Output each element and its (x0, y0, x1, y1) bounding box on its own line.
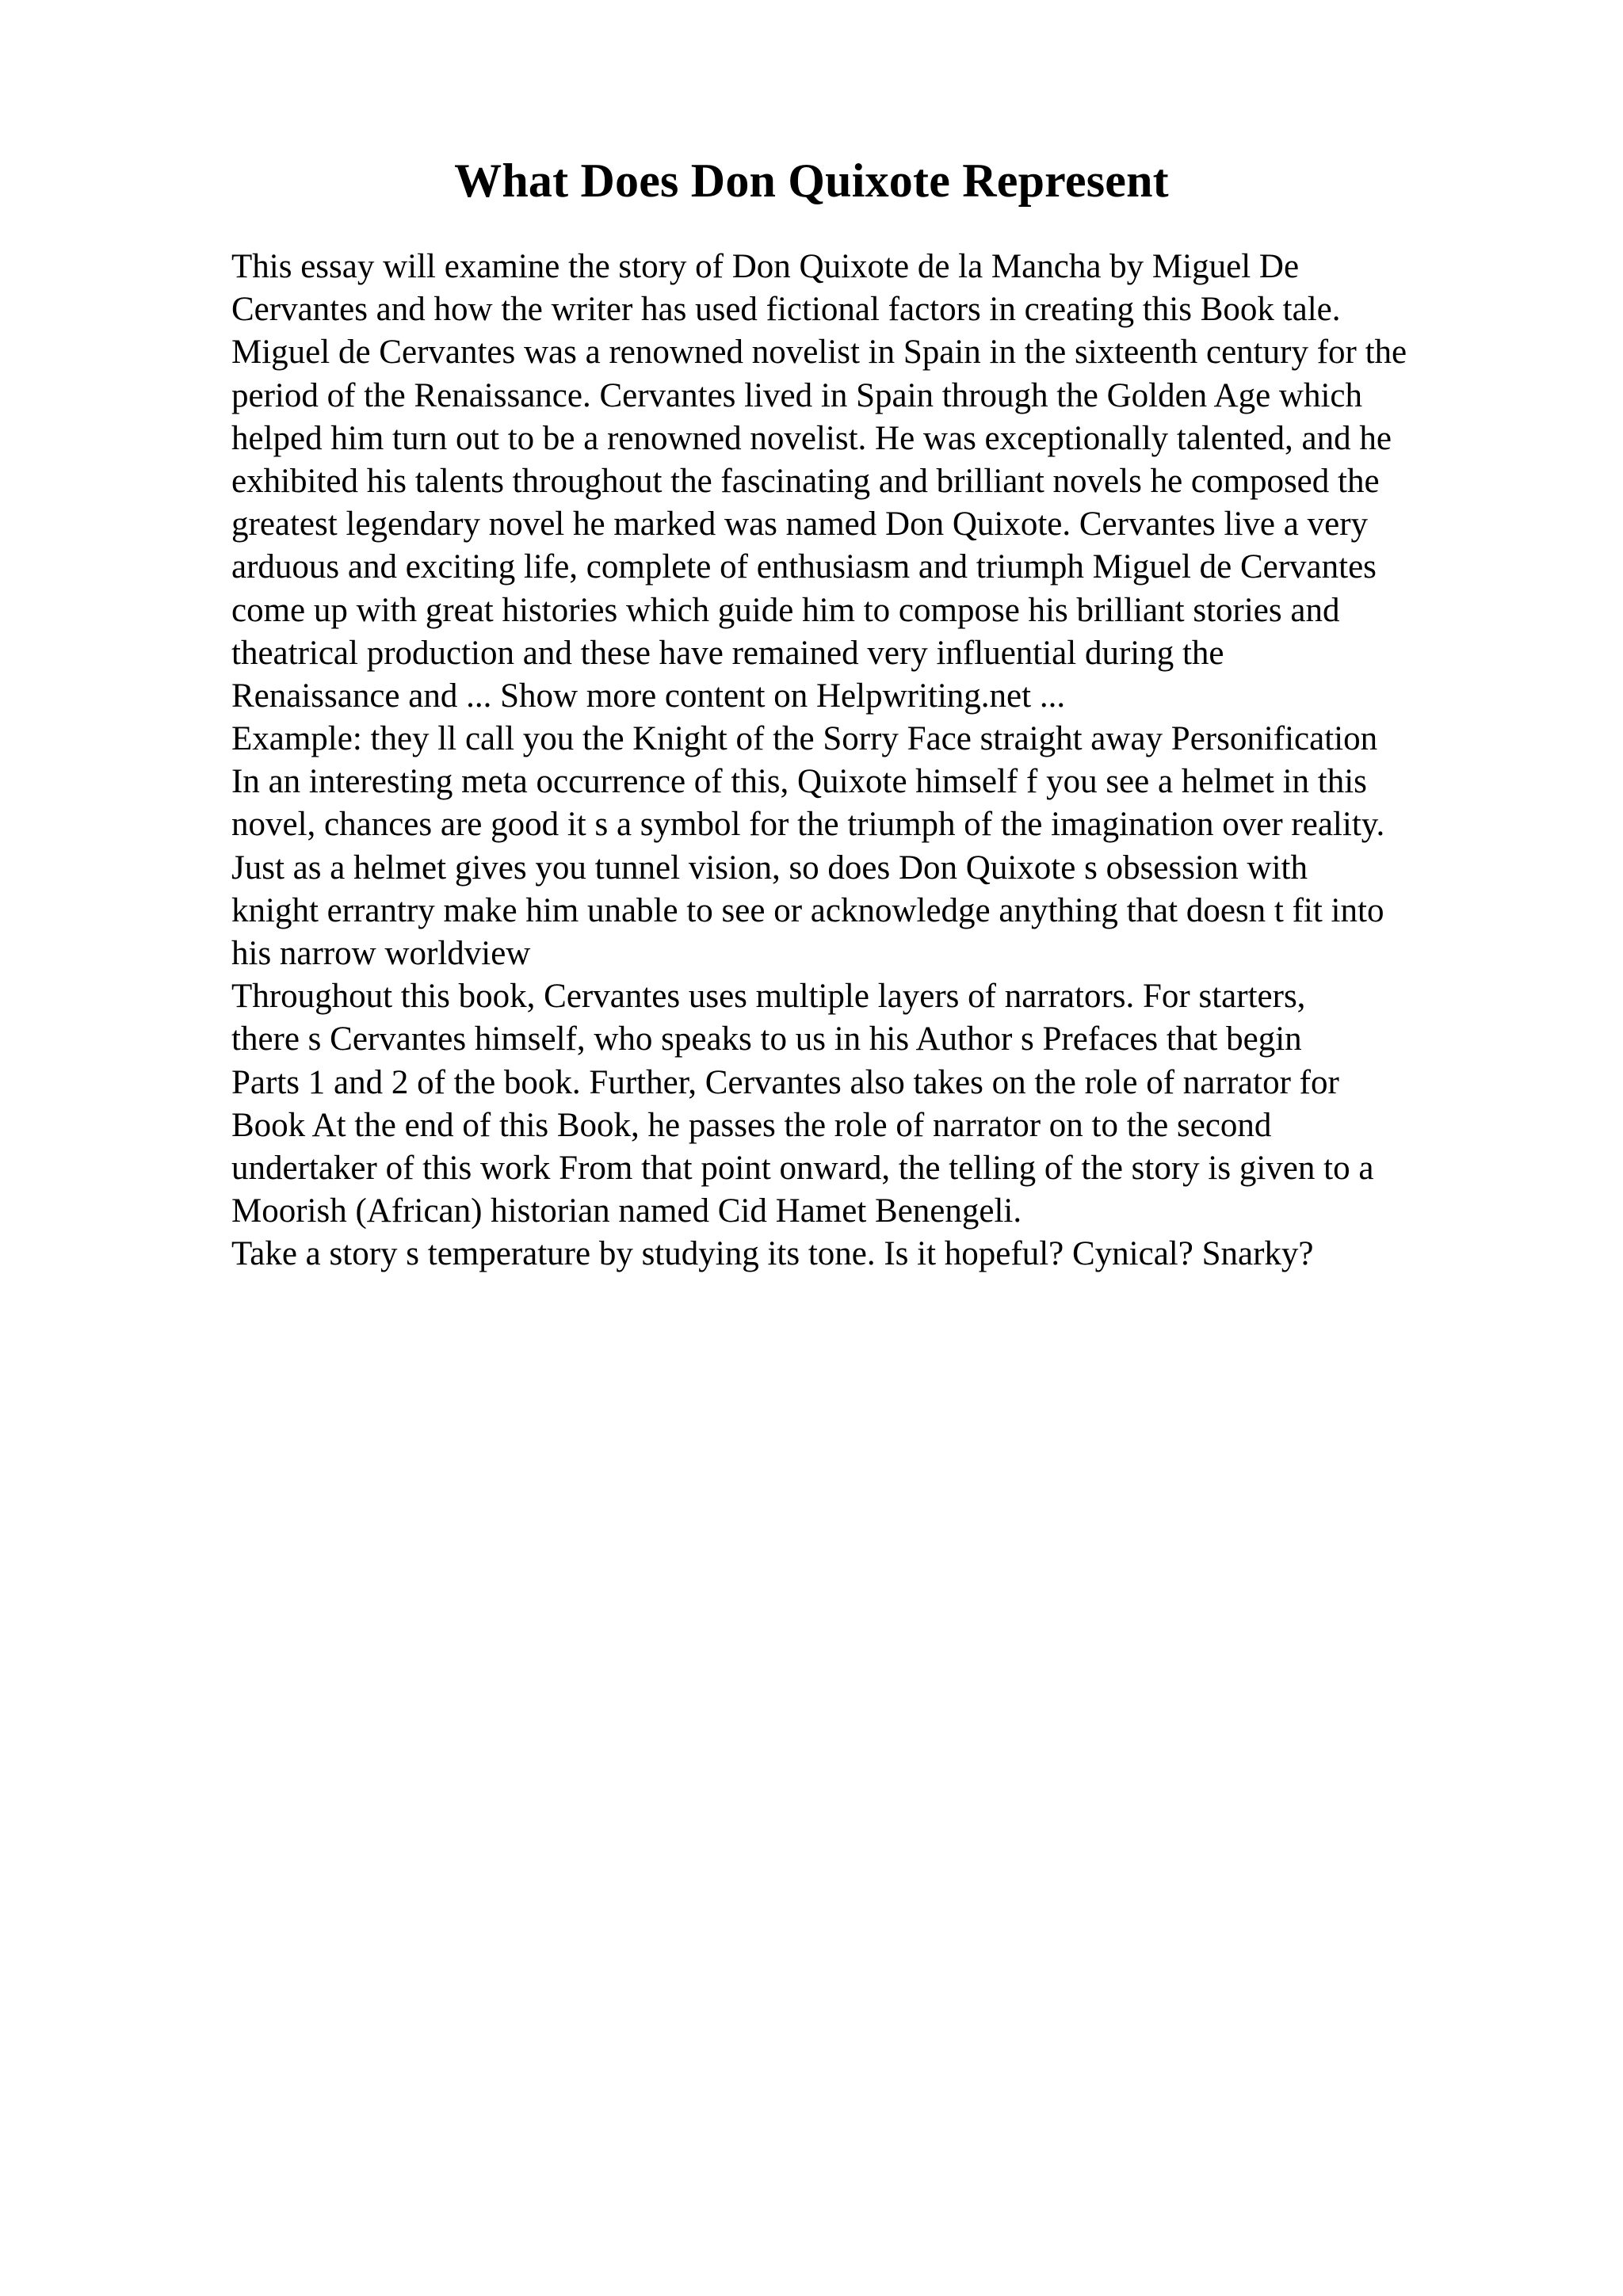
text-line: knight errantry make him unable to see or acknowledge anything that doesn t fit into (231, 891, 1384, 929)
text-line: come up with great histories which guide him to compose his brilliant stories and (231, 591, 1340, 629)
text-line: period of the Renaissance. Cervantes lived in Spain through the Golden Age which (231, 376, 1363, 414)
document-body (231, 246, 1610, 1276)
text-line: In an interesting meta occurrence of this, Quixote himself f you see a helmet in this (231, 763, 1367, 801)
text-line: arduous and exciting life, complete of enthusiasm and triumph Miguel de Cervantes (231, 548, 1377, 586)
text-line: Just as a helmet gives you tunnel vision, so does Don Quixote s obsession with (231, 849, 1308, 887)
text-line: there s Cervantes himself, who speaks to us in his Author s Prefaces that begin (231, 1020, 1302, 1058)
text-line: novel, chances are good it s a symbol for the triumph of the imagination over reality. (231, 806, 1385, 844)
text-line: Book At the end of this Book, he passes the role of narrator on to the second (231, 1106, 1272, 1144)
text-line: Cervantes and how the writer has used fictional factors in creating this Book tale. (231, 291, 1341, 329)
text-line: helped him turn out to be a renowned novelist. He was exceptionally talented, and he (231, 419, 1392, 457)
text-line: Parts 1 and 2 of the book. Further, Cervantes also takes on the role of narrator for (231, 1063, 1339, 1101)
text-line: Renaissance and ... Show more content on Helpwriting.net ... (231, 677, 1066, 715)
text-line: undertaker of this work From that point onward, the telling of the story is given to a (231, 1149, 1374, 1187)
text-line: greatest legendary novel he marked was named Don Quixote. Cervantes live a very (231, 505, 1369, 543)
text-line: theatrical production and these have remained very influential during the (231, 634, 1224, 672)
text-line: his narrow worldview (231, 935, 531, 972)
text-line: This essay will examine the story of Don Quixote de la Mancha by Miguel De (231, 248, 1300, 285)
text-line: Miguel de Cervantes was a renowned novelist in Spain in the sixteenth century for the (231, 334, 1407, 372)
text-line: Throughout this book, Cervantes uses multiple layers of narrators. For starters, (231, 978, 1306, 1016)
text-line: Example: they ll call you the Knight of the Sorry Face straight away Personification (231, 720, 1378, 758)
document-title: What Does Don Quixote Represent (454, 154, 1169, 207)
text-line: exhibited his talents throughout the fascinating and brilliant novels he composed the (231, 462, 1380, 500)
text-line: Take a story s temperature by studying its tone. Is it hopeful? Cynical? Snarky? (231, 1235, 1314, 1273)
text-line: Moorish (African) historian named Cid Hamet Benengeli. (231, 1192, 1022, 1230)
